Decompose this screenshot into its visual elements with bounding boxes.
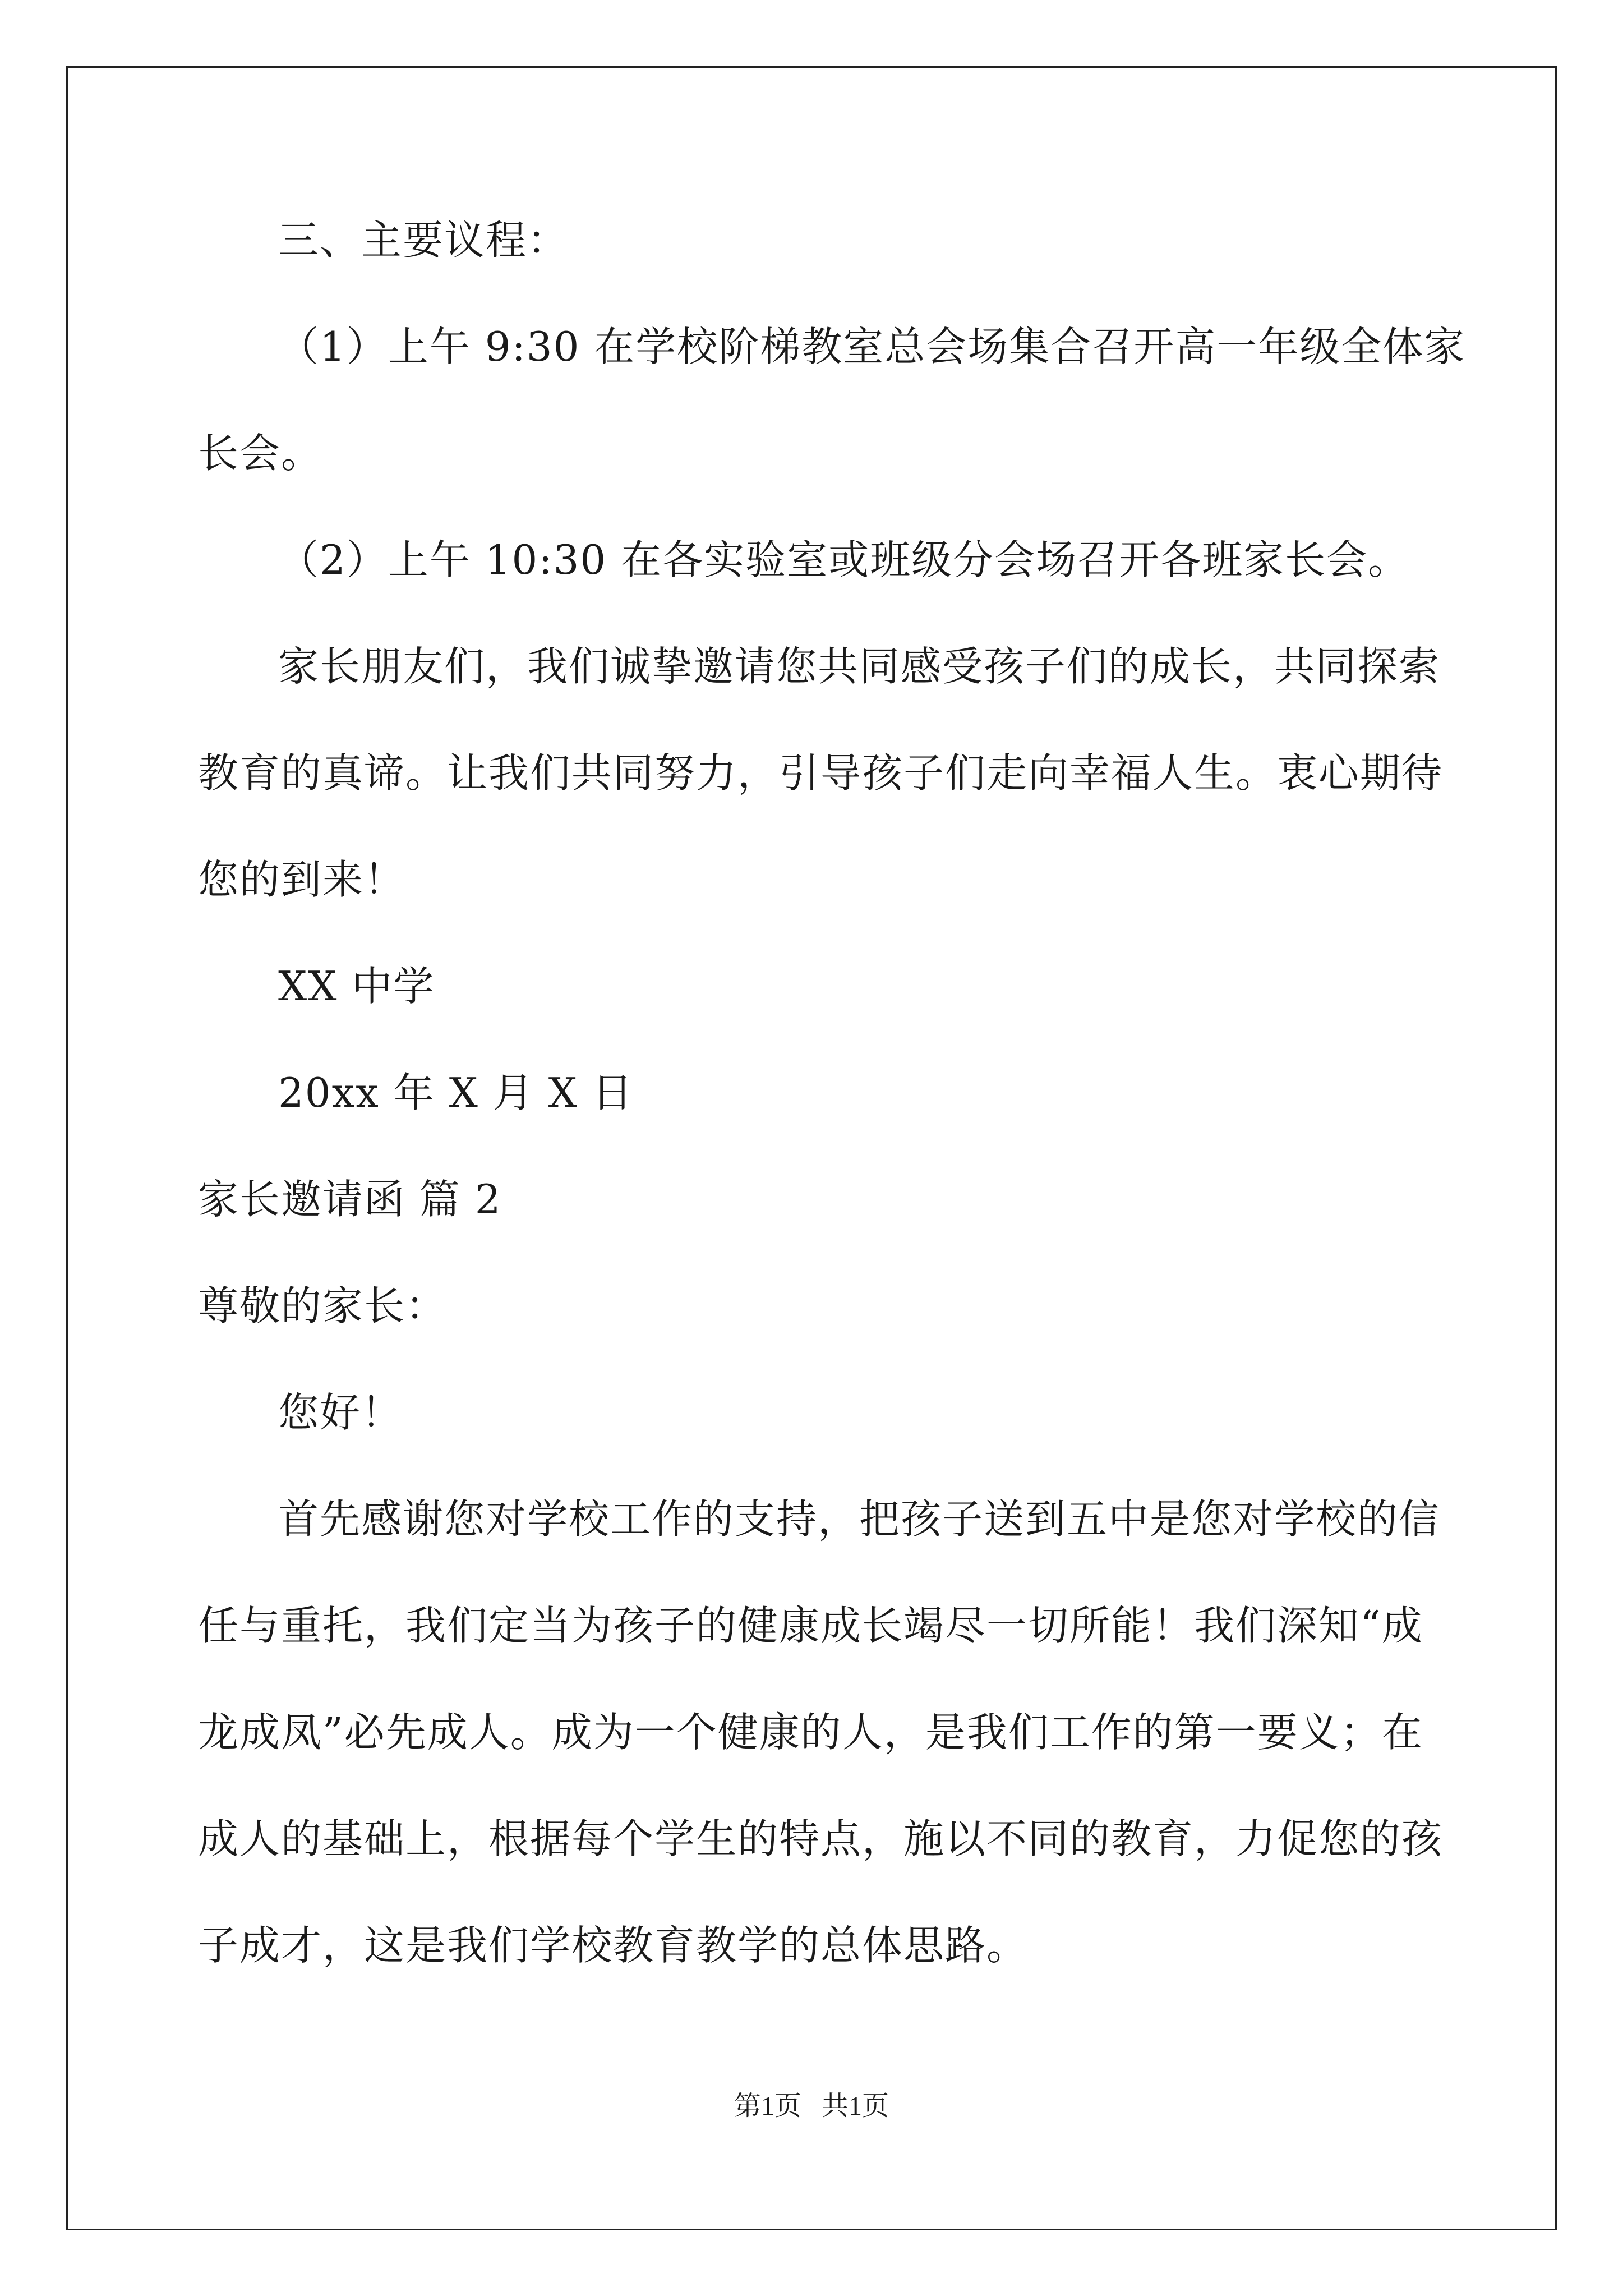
page-footer: 第1页 共1页	[734, 2091, 889, 2121]
invitation-paragraph-cont: 教育的真谛。让我们共同努力，引导孩子们走向幸福人生。衷心期待	[198, 749, 1444, 797]
body-paragraph: 首先感谢您对学校工作的支持，把孩子送到五中是您对学校的信	[278, 1496, 1441, 1543]
agenda-heading: 三、主要议程：	[278, 217, 569, 264]
agenda-item-2: （2）上午 10:30 在各实验室或班级分会场召开各班家长会。	[278, 536, 1410, 583]
body-paragraph-end: 子成才，这是我们学校教育教学的总体思路。	[198, 1922, 1029, 1969]
greeting: 您好！	[278, 1389, 403, 1436]
invitation-paragraph-end: 您的到来！	[198, 856, 406, 903]
signature-date: 20xx 年 X 月 X 日	[278, 1069, 634, 1116]
body-paragraph-cont: 成人的基础上，根据每个学生的特点，施以不同的教育，力促您的孩	[198, 1815, 1444, 1862]
invitation-paragraph: 家长朋友们，我们诚挚邀请您共同感受孩子们的成长，共同探索	[278, 643, 1441, 690]
signature-school: XX 中学	[278, 963, 435, 1010]
agenda-item-1-cont: 长会。	[198, 430, 323, 477]
body-paragraph-cont: 任与重托，我们定当为孩子的健康成长竭尽一切所能！我们深知“成	[198, 1602, 1423, 1649]
agenda-item-1: （1）上午 9:30 在学校阶梯教室总会场集合召开高一年级全体家	[278, 323, 1466, 370]
body-paragraph-cont: 龙成凤”必先成人。成为一个健康的人，是我们工作的第一要义；在	[198, 1709, 1423, 1756]
section-title: 家长邀请函 篇 2	[198, 1176, 502, 1223]
page-border	[66, 66, 1557, 2230]
salutation: 尊敬的家长：	[198, 1282, 448, 1329]
